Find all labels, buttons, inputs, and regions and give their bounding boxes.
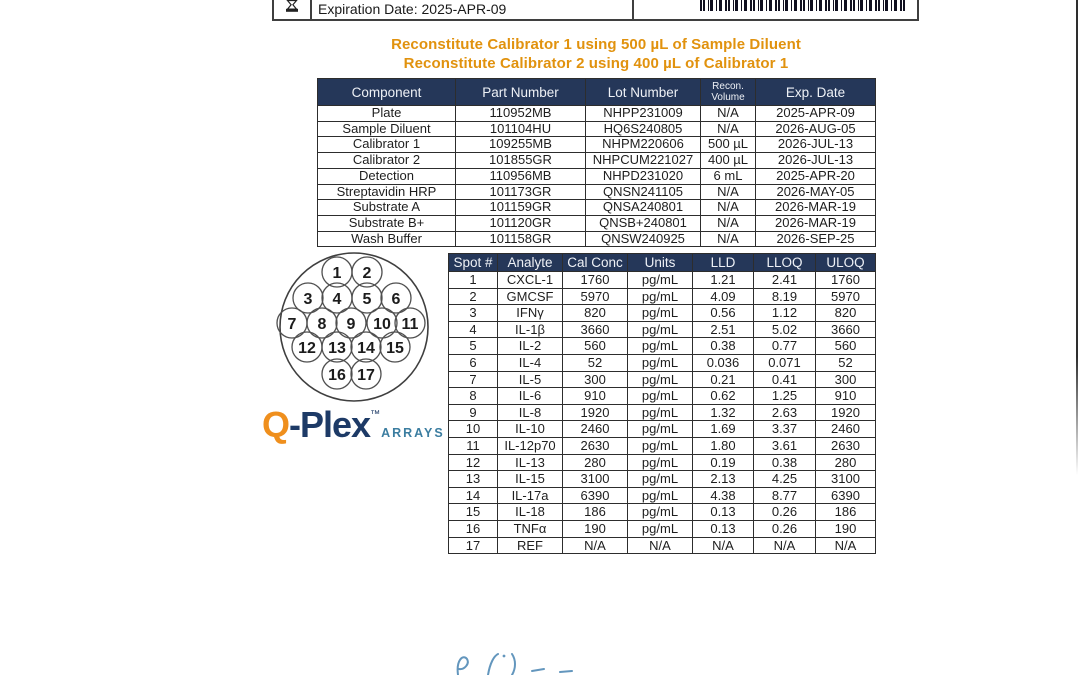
table-cell: 0.41	[754, 371, 816, 388]
table-cell: 109255MB	[456, 137, 586, 153]
table-row	[449, 388, 876, 405]
spot-number: 10	[373, 316, 391, 333]
table-cell: pg/mL	[628, 354, 693, 371]
table-cell: 2026-MAR-19	[756, 200, 876, 216]
table-cell: 0.56	[693, 305, 754, 322]
table-cell: 1.21	[693, 272, 754, 289]
table-cell: NHPM220606	[586, 137, 701, 153]
table-cell: 280	[563, 454, 628, 471]
table-cell: 1760	[563, 272, 628, 289]
table-cell: 101158GR	[456, 231, 586, 247]
table-cell: 186	[816, 504, 876, 521]
table-cell: IFNγ	[498, 305, 563, 322]
table-cell: N/A	[816, 537, 876, 554]
table-cell: 5970	[816, 288, 876, 305]
table-cell: IL-1β	[498, 321, 563, 338]
table-cell: 15	[449, 504, 498, 521]
analyte-table	[448, 253, 876, 554]
table-cell: 4.09	[693, 288, 754, 305]
column-header: Analyte	[498, 254, 563, 272]
table-cell: 10	[449, 421, 498, 438]
table-cell: 8.77	[754, 487, 816, 504]
table-row	[449, 537, 876, 554]
table-cell: 2	[449, 288, 498, 305]
table-cell: IL-5	[498, 371, 563, 388]
expiration-strip	[272, 0, 919, 21]
hourglass-icon	[285, 0, 299, 18]
table-cell: 1.69	[693, 421, 754, 438]
table-cell: 560	[816, 338, 876, 355]
table-row	[449, 305, 876, 322]
table-cell: 2.63	[754, 404, 816, 421]
spot-number: 6	[391, 291, 401, 308]
table-cell: 0.26	[754, 504, 816, 521]
table-cell: pg/mL	[628, 321, 693, 338]
spot-number: 2	[362, 265, 372, 282]
table-cell: CXCL-1	[498, 272, 563, 289]
table-cell: 0.13	[693, 520, 754, 537]
table-cell: 3	[449, 305, 498, 322]
components-table	[317, 78, 876, 247]
components-table-body	[318, 106, 876, 247]
table-cell: Streptavidin HRP	[318, 184, 456, 200]
table-cell: 190	[563, 520, 628, 537]
table-cell: 2026-MAY-05	[756, 184, 876, 200]
table-cell: IL-17a	[498, 487, 563, 504]
table-cell: 280	[816, 454, 876, 471]
table-cell: 1.25	[754, 388, 816, 405]
table-cell: 17	[449, 537, 498, 554]
column-header: Units	[628, 254, 693, 272]
table-cell: pg/mL	[628, 305, 693, 322]
table-cell: 2026-JUL-13	[756, 137, 876, 153]
table-cell: IL-4	[498, 354, 563, 371]
table-cell: IL-8	[498, 404, 563, 421]
table-cell: 1920	[563, 404, 628, 421]
table-cell: 1	[449, 272, 498, 289]
logo-plex: -Plex	[289, 404, 371, 445]
table-row	[449, 471, 876, 488]
components-table-header-row	[318, 79, 876, 106]
reconstitute-instructions	[317, 36, 875, 73]
table-cell: N/A	[754, 537, 816, 554]
table-cell: pg/mL	[628, 520, 693, 537]
table-cell: pg/mL	[628, 487, 693, 504]
table-cell: Calibrator 1	[318, 137, 456, 153]
table-cell: IL-2	[498, 338, 563, 355]
table-row	[318, 137, 876, 153]
spot-number: 12	[298, 340, 316, 357]
table-cell: 2026-AUG-05	[756, 121, 876, 137]
table-cell: pg/mL	[628, 404, 693, 421]
column-header: Component	[318, 79, 456, 106]
table-row	[318, 106, 876, 122]
spot-array-diagram	[271, 250, 431, 411]
table-cell: 101120GR	[456, 215, 586, 231]
table-cell: GMCSF	[498, 288, 563, 305]
table-cell: IL-12p70	[498, 437, 563, 454]
table-row	[318, 153, 876, 169]
table-cell: N/A	[563, 537, 628, 554]
table-cell: 0.071	[754, 354, 816, 371]
table-cell: pg/mL	[628, 437, 693, 454]
table-cell: Detection	[318, 168, 456, 184]
table-cell: 186	[563, 504, 628, 521]
q-plex-arrays-logo	[262, 404, 445, 446]
table-cell: HQ6S240805	[586, 121, 701, 137]
table-cell: 1.12	[754, 305, 816, 322]
barcode	[700, 0, 906, 11]
table-cell: 2.51	[693, 321, 754, 338]
trademark-symbol: ™	[370, 409, 381, 420]
table-cell: REF	[498, 537, 563, 554]
table-cell: 4.25	[754, 471, 816, 488]
column-header: Lot Number	[586, 79, 701, 106]
table-cell: 820	[816, 305, 876, 322]
table-cell: IL-6	[498, 388, 563, 405]
table-cell: 16	[449, 520, 498, 537]
table-cell: 2630	[816, 437, 876, 454]
table-cell: 300	[563, 371, 628, 388]
table-cell: Sample Diluent	[318, 121, 456, 137]
column-header: Part Number	[456, 79, 586, 106]
table-cell: 6 mL	[701, 168, 756, 184]
table-cell: 0.036	[693, 354, 754, 371]
table-cell: 11	[449, 437, 498, 454]
table-cell: 101855GR	[456, 153, 586, 169]
table-cell: 0.26	[754, 520, 816, 537]
expiration-icon-cell	[274, 0, 312, 19]
spot-number: 1	[332, 265, 342, 282]
table-cell: 5970	[563, 288, 628, 305]
spot-number: 7	[287, 316, 297, 333]
table-cell: 5.02	[754, 321, 816, 338]
spot-number: 14	[357, 340, 375, 357]
table-cell: 14	[449, 487, 498, 504]
table-cell: 0.62	[693, 388, 754, 405]
table-cell: 6	[449, 354, 498, 371]
table-cell: TNFα	[498, 520, 563, 537]
expiration-date-label: Expiration Date: 2025-APR-09	[318, 0, 507, 17]
table-cell: pg/mL	[628, 471, 693, 488]
table-cell: QNSA240801	[586, 200, 701, 216]
table-cell: QNSB+240801	[586, 215, 701, 231]
instruction-line-1: Reconstitute Calibrator 1 using 500 µL of Sample Diluent	[391, 36, 801, 53]
table-cell: N/A	[701, 200, 756, 216]
table-row	[449, 272, 876, 289]
table-cell: N/A	[693, 537, 754, 554]
table-cell: 910	[816, 388, 876, 405]
table-cell: 0.19	[693, 454, 754, 471]
table-cell: 1.80	[693, 437, 754, 454]
table-row	[318, 168, 876, 184]
table-cell: 3660	[816, 321, 876, 338]
table-cell: 2026-JUL-13	[756, 153, 876, 169]
table-cell: 6390	[563, 487, 628, 504]
table-cell: 2026-MAR-19	[756, 215, 876, 231]
table-cell: 3.61	[754, 437, 816, 454]
table-cell: 2025-APR-09	[756, 106, 876, 122]
table-cell: QNSW240925	[586, 231, 701, 247]
column-header: LLOQ	[754, 254, 816, 272]
table-cell: pg/mL	[628, 272, 693, 289]
table-row	[449, 520, 876, 537]
table-cell: Substrate B+	[318, 215, 456, 231]
table-cell: Calibrator 2	[318, 153, 456, 169]
table-cell: IL-18	[498, 504, 563, 521]
column-header: Recon. Volume	[701, 79, 756, 106]
table-cell: 6390	[816, 487, 876, 504]
cut-off-content-fragment	[448, 646, 588, 675]
table-cell: 3100	[816, 471, 876, 488]
table-cell: 8	[449, 388, 498, 405]
table-cell: 910	[563, 388, 628, 405]
table-row	[449, 421, 876, 438]
table-cell: 52	[816, 354, 876, 371]
table-cell: 110952MB	[456, 106, 586, 122]
logo-arrays: ARRAYS	[381, 426, 445, 440]
analyte-table-body	[449, 272, 876, 554]
table-cell: 0.38	[693, 338, 754, 355]
table-cell: 5	[449, 338, 498, 355]
table-cell: NHPP231009	[586, 106, 701, 122]
table-row	[449, 487, 876, 504]
table-cell: 500 µL	[701, 137, 756, 153]
table-cell: Substrate A	[318, 200, 456, 216]
table-cell: pg/mL	[628, 388, 693, 405]
table-cell: 1920	[816, 404, 876, 421]
table-cell: 2026-SEP-25	[756, 231, 876, 247]
table-cell: NHPD231020	[586, 168, 701, 184]
table-cell: 0.77	[754, 338, 816, 355]
table-row	[449, 437, 876, 454]
table-cell: 190	[816, 520, 876, 537]
table-cell: 300	[816, 371, 876, 388]
table-cell: N/A	[701, 231, 756, 247]
table-cell: 12	[449, 454, 498, 471]
column-header: Exp. Date	[756, 79, 876, 106]
table-cell: NHPCUM221027	[586, 153, 701, 169]
spot-number: 17	[357, 367, 375, 384]
table-row	[318, 215, 876, 231]
table-cell: 400 µL	[701, 153, 756, 169]
table-cell: 560	[563, 338, 628, 355]
table-row	[449, 504, 876, 521]
table-cell: Wash Buffer	[318, 231, 456, 247]
table-cell: N/A	[701, 106, 756, 122]
table-cell: 3.37	[754, 421, 816, 438]
spot-number: 8	[317, 316, 327, 333]
spot-number: 4	[332, 291, 342, 308]
table-cell: pg/mL	[628, 371, 693, 388]
table-cell: pg/mL	[628, 421, 693, 438]
table-cell: pg/mL	[628, 338, 693, 355]
column-header: Spot #	[449, 254, 498, 272]
analyte-table-header-row	[449, 254, 876, 272]
spot-number: 16	[328, 367, 346, 384]
table-cell: IL-15	[498, 471, 563, 488]
table-cell: 13	[449, 471, 498, 488]
spot-number: 13	[328, 340, 346, 357]
table-row	[318, 200, 876, 216]
spot-number: 15	[386, 340, 404, 357]
spot-number: 9	[346, 316, 356, 333]
table-row	[318, 121, 876, 137]
table-cell: 3100	[563, 471, 628, 488]
table-cell: 2630	[563, 437, 628, 454]
table-cell: 1.32	[693, 404, 754, 421]
table-cell: 7	[449, 371, 498, 388]
table-cell: N/A	[701, 121, 756, 137]
spot-number: 5	[362, 291, 372, 308]
table-cell: 9	[449, 404, 498, 421]
table-cell: N/A	[701, 184, 756, 200]
table-cell: 1760	[816, 272, 876, 289]
spot-number: 11	[401, 316, 419, 333]
scan-edge-line	[1076, 0, 1078, 475]
table-cell: 0.21	[693, 371, 754, 388]
table-row	[449, 454, 876, 471]
barcode-cell	[632, 0, 917, 19]
table-cell: 0.13	[693, 504, 754, 521]
table-cell: 2460	[563, 421, 628, 438]
spot-number: 3	[303, 291, 313, 308]
table-cell: Plate	[318, 106, 456, 122]
table-cell: 4.38	[693, 487, 754, 504]
instruction-line-2: Reconstitute Calibrator 2 using 400 µL of Calibrator 1	[403, 54, 789, 72]
table-cell: N/A	[701, 215, 756, 231]
table-cell: IL-10	[498, 421, 563, 438]
table-cell: pg/mL	[628, 454, 693, 471]
table-row	[318, 184, 876, 200]
table-cell: 4	[449, 321, 498, 338]
table-cell: 2.41	[754, 272, 816, 289]
table-row	[449, 321, 876, 338]
column-header: Cal Conc	[563, 254, 628, 272]
table-cell: 820	[563, 305, 628, 322]
table-cell: pg/mL	[628, 504, 693, 521]
table-cell: 2.13	[693, 471, 754, 488]
table-row	[449, 354, 876, 371]
table-cell: QNSN241105	[586, 184, 701, 200]
table-cell: 101159GR	[456, 200, 586, 216]
table-cell: 110956MB	[456, 168, 586, 184]
table-cell: 3660	[563, 321, 628, 338]
table-cell: 101173GR	[456, 184, 586, 200]
table-cell: pg/mL	[628, 288, 693, 305]
table-row	[449, 371, 876, 388]
table-cell: N/A	[628, 537, 693, 554]
table-cell: 2460	[816, 421, 876, 438]
table-cell: 0.38	[754, 454, 816, 471]
column-header: ULOQ	[816, 254, 876, 272]
table-cell: 8.19	[754, 288, 816, 305]
column-header: LLD	[693, 254, 754, 272]
table-row	[449, 404, 876, 421]
table-cell: 52	[563, 354, 628, 371]
table-row	[449, 288, 876, 305]
table-cell: 2025-APR-20	[756, 168, 876, 184]
table-cell: IL-13	[498, 454, 563, 471]
table-row	[318, 231, 876, 247]
table-row	[449, 338, 876, 355]
table-cell: 101104HU	[456, 121, 586, 137]
logo-q: Q	[262, 404, 290, 445]
